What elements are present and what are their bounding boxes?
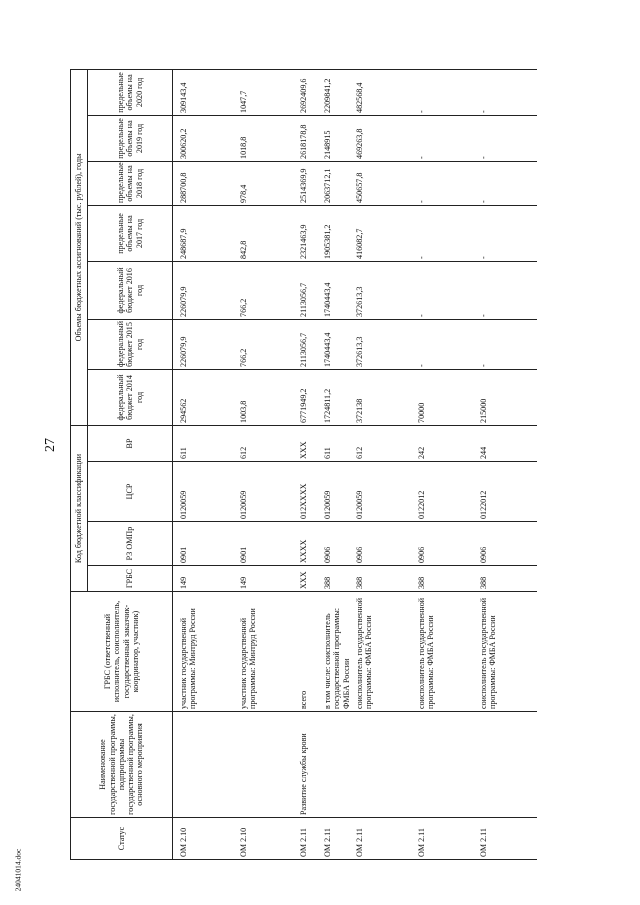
cell-2020: 2692409,6	[295, 69, 319, 115]
cell-2017: 2321463,9	[295, 205, 319, 261]
cell-2019: 2618178,8	[295, 115, 319, 161]
cell-csr: 0120059	[173, 462, 236, 522]
cell-2019: 1018,8	[235, 115, 295, 161]
cell-csr: 0122012	[413, 462, 475, 522]
cell-2019: 2148915	[319, 115, 351, 161]
cell-vr: 612	[235, 425, 295, 461]
cell-name	[351, 712, 413, 818]
table-row	[235, 69, 295, 859]
cell-grbs: 149	[173, 566, 236, 592]
header-grbs-role: ГРБС (ответственный исполнитель, соисполнитель, государственный заказчик-координатор, участник)	[71, 592, 173, 712]
cell-name	[173, 712, 236, 818]
cell-2017: 842,8	[235, 205, 295, 261]
cell-2017: -	[413, 205, 475, 261]
table-row	[475, 69, 537, 859]
table-row	[173, 69, 236, 859]
cell-vr: 244	[475, 425, 537, 461]
cell-2017: 1905381,2	[319, 205, 351, 261]
cell-2015: 766,2	[235, 319, 295, 369]
table-row	[351, 69, 413, 859]
cell-grbs: 388	[475, 566, 537, 592]
cell-2015: 1740443,4	[319, 319, 351, 369]
cell-2017: -	[475, 205, 537, 261]
cell-rz: 0901	[235, 522, 295, 566]
page-number	[44, 438, 58, 462]
cell-grbs: 388	[351, 566, 413, 592]
header-name: Наименование государственной программы, подпрограммы государственной программы, основного мероприятия	[71, 712, 173, 818]
cell-name	[235, 712, 295, 818]
cell-2016: 226079,9	[173, 261, 236, 319]
cell-grbs: 388	[413, 566, 475, 592]
cell-2018: -	[413, 161, 475, 205]
cell-2014: 1003,8	[235, 369, 295, 425]
cell-status: ОМ 2.11	[319, 818, 351, 860]
cell-2020: 1047,7	[235, 69, 295, 115]
cell-2019: -	[475, 115, 537, 161]
cell-name	[475, 712, 537, 818]
cell-2018: 288700,8	[173, 161, 236, 205]
cell-name	[319, 712, 351, 818]
cell-2016: 1740443,4	[319, 261, 351, 319]
cell-vr: 611	[319, 425, 351, 461]
cell-2020: -	[475, 69, 537, 115]
cell-2014: 372138	[351, 369, 413, 425]
cell-2015: -	[475, 319, 537, 369]
cell-2019: -	[413, 115, 475, 161]
cell-2014: 215000	[475, 369, 537, 425]
header-code-group: Код бюджетной классификации	[71, 425, 88, 591]
cell-2015: 2113056,7	[295, 319, 319, 369]
cell-rz: XXXX	[295, 522, 319, 566]
cell-grbs: XXX	[295, 566, 319, 592]
cell-role: участник государственной программы: Минтруд России	[235, 592, 295, 712]
cell-role: участник государственной программы: Минтруд России	[173, 592, 236, 712]
cell-vr: XXX	[295, 425, 319, 461]
cell-status: ОМ 2.11	[351, 818, 413, 860]
table-row	[319, 69, 351, 859]
header-volumes-group: Объемы бюджетных ассигнований (тыс. рублей), годы	[71, 69, 88, 425]
cell-rz: 0906	[319, 522, 351, 566]
cell-2019: 300620,2	[173, 115, 236, 161]
page-number-text: 27	[43, 438, 58, 452]
cell-2019: 469263,8	[351, 115, 413, 161]
cell-rz: 0901	[173, 522, 236, 566]
header-year-2014: федеральный бюджет 2014 год	[88, 369, 173, 425]
cell-2016: 372613,3	[351, 261, 413, 319]
cell-role: всего	[295, 592, 319, 712]
cell-2018: 2514369,9	[295, 161, 319, 205]
cell-grbs: 149	[235, 566, 295, 592]
table-row	[295, 69, 319, 859]
cell-2016: 2113056,7	[295, 261, 319, 319]
cell-2015: 372613,3	[351, 319, 413, 369]
header-status: Статус	[71, 818, 173, 860]
document-filename	[13, 845, 23, 895]
cell-csr: 0122012	[475, 462, 537, 522]
cell-name: Развитие службы крови	[295, 712, 319, 818]
cell-2016: 766,2	[235, 261, 295, 319]
cell-status: ОМ 2.11	[295, 818, 319, 860]
cell-2017: 248687,9	[173, 205, 236, 261]
cell-2016: -	[413, 261, 475, 319]
cell-2018: -	[475, 161, 537, 205]
header-vr: ВР	[88, 425, 173, 461]
header-year-2015: федеральный бюджет 2015 год	[88, 319, 173, 369]
header-rz: РЗ ОМПр	[88, 522, 173, 566]
header-csr: ЦСР	[88, 462, 173, 522]
cell-2014: 70000	[413, 369, 475, 425]
cell-2015: 226079,9	[173, 319, 236, 369]
cell-vr: 611	[173, 425, 236, 461]
cell-csr: 0120059	[319, 462, 351, 522]
cell-role: соисполнитель государственной программы: ФМБА России	[475, 592, 537, 712]
cell-csr: 0120059	[235, 462, 295, 522]
cell-name	[413, 712, 475, 818]
cell-vr: 242	[413, 425, 475, 461]
table-row	[413, 69, 475, 859]
cell-2017: 416082,7	[351, 205, 413, 261]
cell-status: ОМ 2.11	[475, 818, 537, 860]
header-year-2016: федеральный бюджет 2016 год	[88, 261, 173, 319]
cell-2018: 2063712,1	[319, 161, 351, 205]
cell-csr: 012XXXX	[295, 462, 319, 522]
cell-role: соисполнитель государственной программы: ФМБА России	[413, 592, 475, 712]
cell-status: ОМ 2.10	[235, 818, 295, 860]
header-year-2019: предельные объемы на 2019 год	[88, 115, 173, 161]
header-year-2017: предельные объемы на 2017 год	[88, 205, 173, 261]
cell-2020: 309143,4	[173, 69, 236, 115]
cell-csr: 0120059	[351, 462, 413, 522]
cell-2020: -	[413, 69, 475, 115]
header-grbs: ГРБС	[88, 566, 173, 592]
cell-rz: 0906	[413, 522, 475, 566]
cell-2014: 1724811,2	[319, 369, 351, 425]
cell-2014: 294562	[173, 369, 236, 425]
cell-status: ОМ 2.10	[173, 818, 236, 860]
cell-2020: 2209841,2	[319, 69, 351, 115]
budget-table-rotated	[70, 70, 630, 860]
cell-role: соисполнитель государственной программы: ФМБА России	[351, 592, 413, 712]
header-year-2018: предельные объемы на 2018 год	[88, 161, 173, 205]
cell-2014: 6771949,2	[295, 369, 319, 425]
cell-vr: 612	[351, 425, 413, 461]
cell-status: ОМ 2.11	[413, 818, 475, 860]
cell-grbs: 388	[319, 566, 351, 592]
cell-rz: 0906	[351, 522, 413, 566]
cell-rz: 0906	[475, 522, 537, 566]
cell-role: в том числе: соисполнитель государственной программы: ФМБА России	[319, 592, 351, 712]
cell-2018: 978,4	[235, 161, 295, 205]
document-filename-text: 24041014.doc	[13, 848, 23, 892]
budget-allocation-table	[70, 69, 537, 860]
header-year-2020: предельные объемы на 2020 год	[88, 69, 173, 115]
cell-2015: -	[413, 319, 475, 369]
cell-2020: 482568,4	[351, 69, 413, 115]
cell-2018: 450657,8	[351, 161, 413, 205]
cell-2016: -	[475, 261, 537, 319]
